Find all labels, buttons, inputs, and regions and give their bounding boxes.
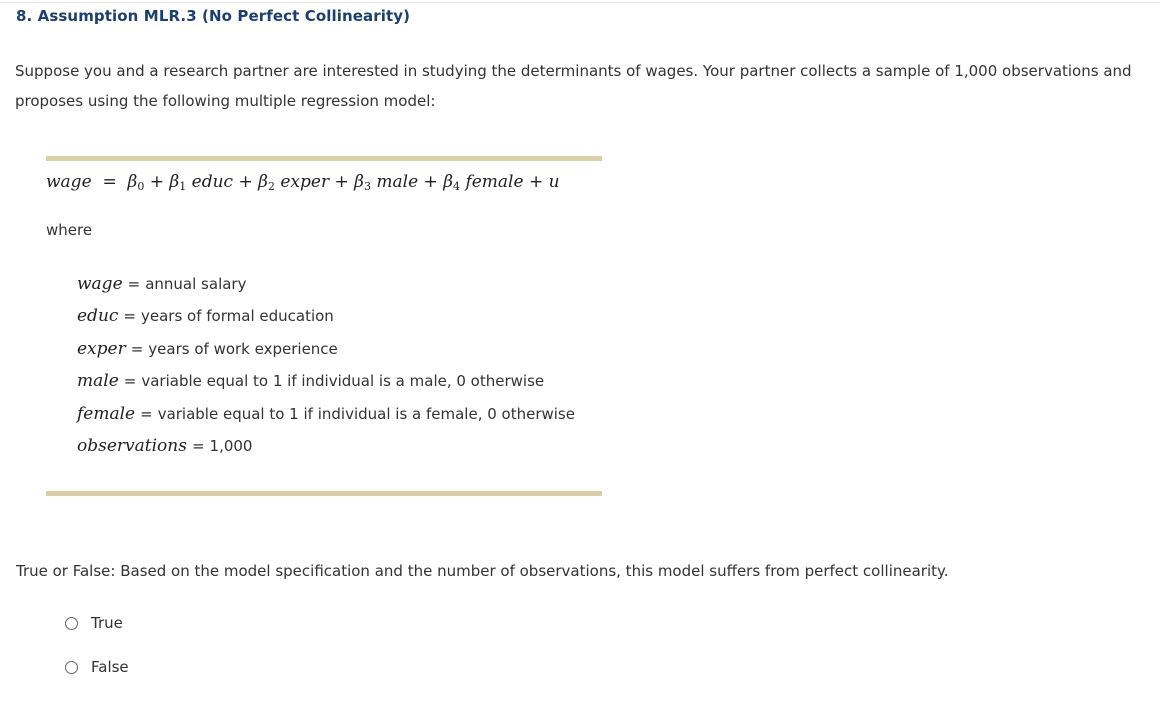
- variable-definitions: [77, 274, 575, 468]
- eq-error: u: [548, 172, 560, 192]
- eq-beta2: $\beta_2$ exper: [258, 172, 330, 193]
- eq-lhs: wage: [46, 172, 92, 192]
- option-false[interactable]: [65, 658, 129, 676]
- eq-beta0: $\beta_0$: [127, 172, 145, 193]
- question-intro: Suppose you and a research partner are interested in studying the determinants of wages. Your partner collects a sample of 1,000 observations and proposes using the following multiple regression model:: [15, 62, 1132, 110]
- radio-button-true[interactable]: [65, 617, 78, 630]
- option-true[interactable]: [65, 614, 123, 632]
- eq-beta4: $\beta_4$ female: [443, 172, 524, 193]
- eq-plus: +: [238, 172, 253, 192]
- definition-educ: educ = years of formal education: [77, 306, 334, 327]
- eq-plus: +: [423, 172, 438, 192]
- eq-beta1: $\beta_1$ educ: [169, 172, 234, 193]
- definition-male: male = variable equal to 1 if individual is a male, 0 otherwise: [77, 371, 545, 392]
- definition-female: female = variable equal to 1 if individual is a female, 0 otherwise: [77, 403, 575, 424]
- definition-wage: wage = annual salary: [77, 274, 247, 294]
- eq-plus: +: [149, 172, 164, 192]
- question-title: 8. Assumption MLR.3 (No Perfect Collinearity): [16, 7, 411, 25]
- model-box-bottom-rule: [46, 491, 602, 496]
- option-label: False: [91, 658, 129, 676]
- question-prompt: True or False: Based on the model specification and the number of observations, this model suffers from perfect collinearity.: [16, 562, 949, 580]
- where-label: where: [46, 221, 93, 239]
- eq-plus: +: [528, 172, 544, 192]
- definition-observations: observations = 1,000: [77, 435, 253, 456]
- radio-button-false[interactable]: [65, 661, 78, 674]
- regression-equation: [46, 172, 560, 192]
- eq-equals: =: [102, 172, 117, 192]
- eq-beta3: $\beta_3$ male: [354, 172, 419, 193]
- model-box-top-rule: [46, 156, 602, 161]
- option-label: True: [91, 614, 123, 632]
- top-divider: [0, 2, 1160, 3]
- eq-plus: +: [334, 172, 349, 192]
- definition-exper: exper = years of work experience: [77, 338, 338, 359]
